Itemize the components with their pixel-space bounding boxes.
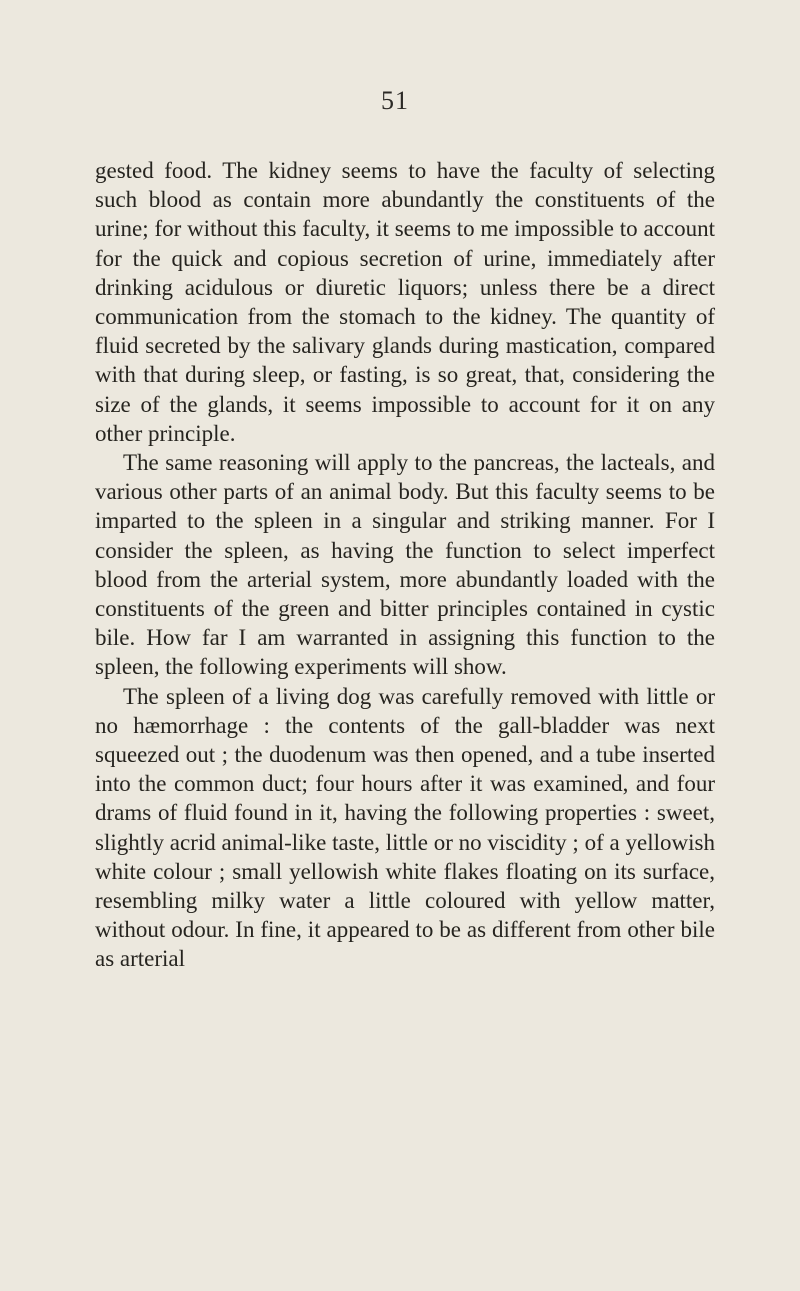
page-number: 51: [381, 86, 409, 115]
body-text: [95, 156, 715, 974]
paragraph-pancreas: The same reasoning will apply to the pancreas, the lacteals, and various other parts of an animal body. But this faculty seems to be imparted to the spleen in a singular and striking manner. For I consider the spleen, as having the function to select imperfect blood from the arterial system, more abundantly loaded with the constituents of the green and bitter principles contained in cystic bile. How far I am warranted in assigning this function to the spleen, the following experiments will show.: [95, 450, 715, 680]
paragraph-experiment: The spleen of a living dog was carefully removed with little or no hæmorrhage : the contents of the gall-bladder was next squeezed out ; the duodenum was then opened, and a tube inserted into the common duct; four hours after it was examined, and four drams of fluid found in it, having the following properties : sweet, slightly acrid animal-like taste, little or no viscidity ; of a yellowish white colour ; small yellowish white flakes floating on its surface, resembling milky water a little coloured with yellow matter, without odour. In fine, it appeared to be as different from other bile as arterial: [95, 683, 715, 972]
paragraph-continuation: gested food. The kidney seems to have the faculty of selecting such blood as contain more abundantly the constituents of the urine; for without this faculty, it seems to me impossible to account for the quick and copious secretion of urine, immediately after drinking acidulous or diuretic liquors; unless there be a direct communication from the stomach to the kidney. The quantity of fluid secreted by the salivary glands during mastication, compared with that during sleep, or fasting, is so great, that, considering the size of the glands, it seems impossible to account for it on any other principle.: [95, 158, 715, 446]
